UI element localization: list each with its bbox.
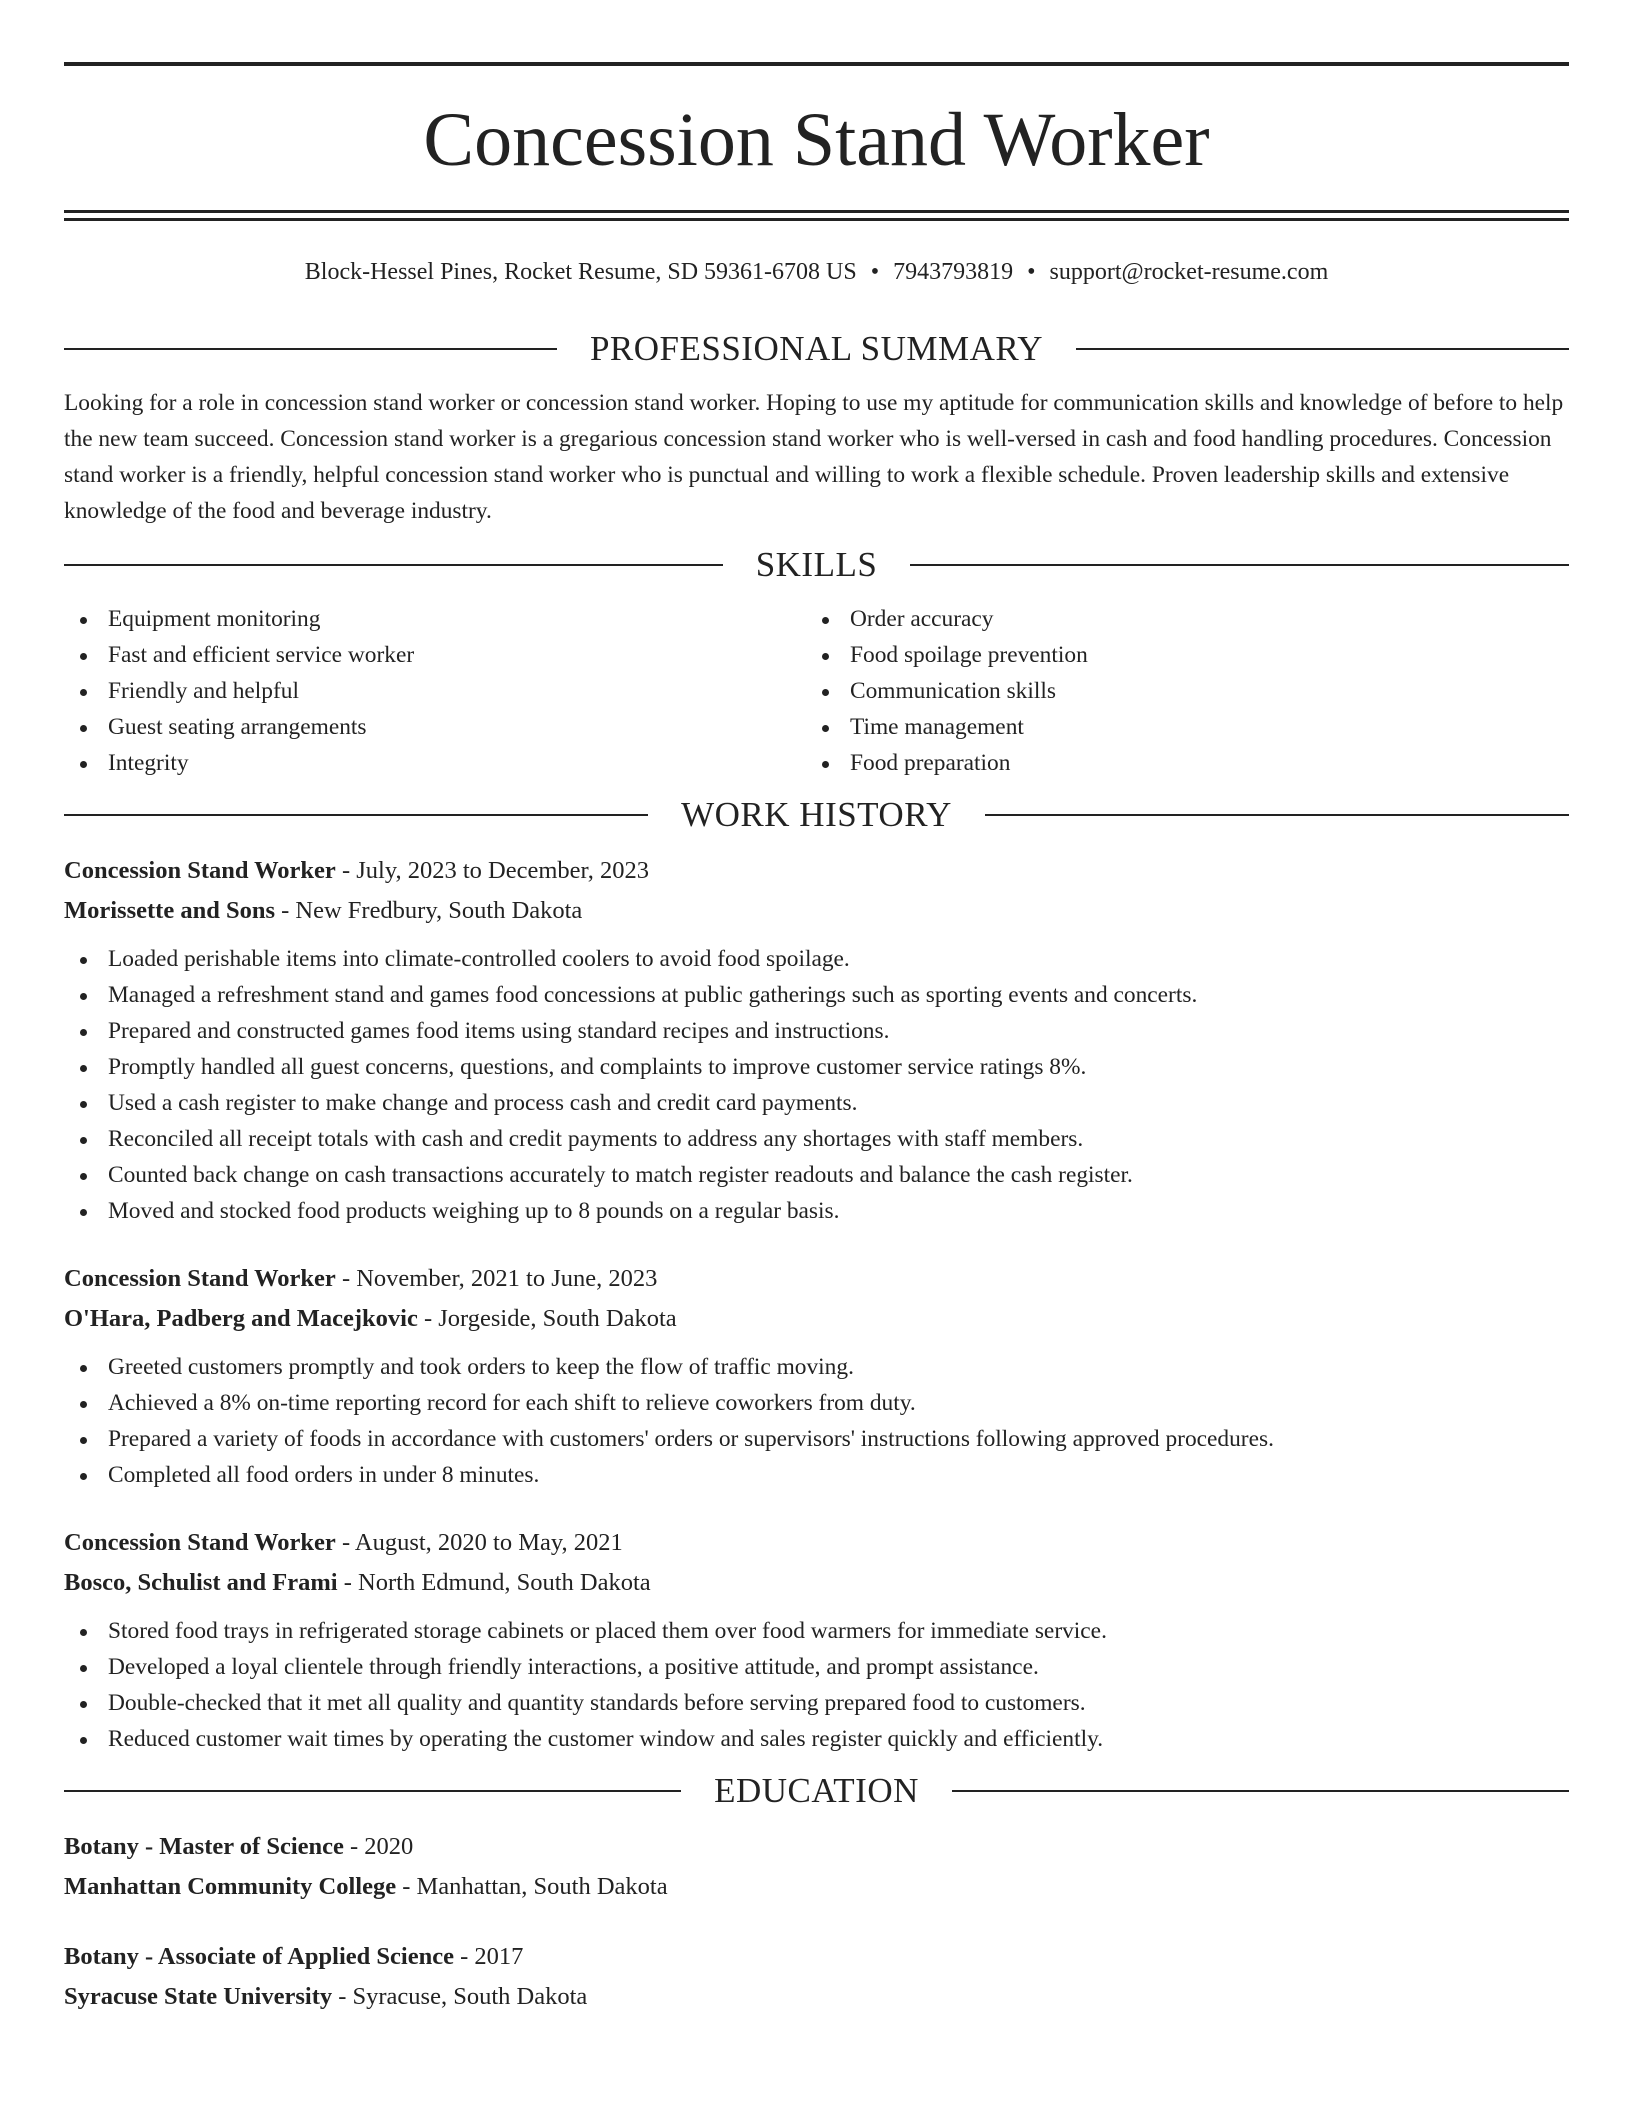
- job-location: - New Fredbury, South Dakota: [274, 897, 583, 924]
- job-bullet: Developed a loyal clientele through friendly interactions, a positive attitude, and prompt assistance.: [64, 1649, 1569, 1685]
- summary-text: Looking for a role in concession stand worker or concession stand worker. Hoping to use my aptitude for communication skills and knowledge of before to help the new team succeed. Concession stand worker is a gregarious concession stand worker who is well-versed in cash and food handling procedures. Concession stand worker is a friendly, helpful concession stand worker who is punctual and willing to work a flexible schedule. Proven leadership skills and extensive knowledge of the food and beverage industry.: [64, 390, 1564, 524]
- skill-item: Fast and efficient service worker: [64, 637, 806, 673]
- job-bullet: Reconciled all receipt totals with cash and credit payments to address any shortages with staff members.: [64, 1121, 1569, 1157]
- contact-line: [64, 257, 1569, 287]
- job-bullet: Reduced customer wait times by operating the customer window and sales register quickly and efficiently.: [64, 1721, 1569, 1757]
- skill-item: Integrity: [64, 745, 806, 781]
- section-rule: [910, 564, 1569, 566]
- education-degree: Botany - Master of Science: [64, 1833, 344, 1860]
- job-title: Concession Stand Worker: [64, 1265, 336, 1292]
- job-bullet: Double-checked that it met all quality and quantity standards before serving prepared food to customers.: [64, 1685, 1569, 1721]
- work-section-header: [64, 793, 1569, 837]
- job-location: - North Edmund, South Dakota: [337, 1569, 651, 1596]
- job-dates: - August, 2020 to May, 2021: [335, 1529, 623, 1556]
- section-rule: [64, 1790, 681, 1792]
- skills-column-right: [806, 601, 1548, 781]
- work-heading: WORK HISTORY: [681, 795, 952, 834]
- education-degree-line: [64, 1827, 1569, 1867]
- job-title: Concession Stand Worker: [64, 857, 336, 884]
- contact-phone: 7943793819: [893, 259, 1014, 285]
- skills-column-left: [64, 601, 806, 781]
- skill-item: Order accuracy: [806, 601, 1548, 637]
- education-school: Manhattan Community College: [64, 1873, 397, 1900]
- education-entry: [64, 1937, 1569, 2017]
- job-dates: - July, 2023 to December, 2023: [335, 857, 649, 884]
- education-school-line: [64, 1867, 1569, 1907]
- education-section-header: [64, 1769, 1569, 1813]
- job-bullet: Greeted customers promptly and took orders to keep the flow of traffic moving.: [64, 1349, 1569, 1385]
- contact-address: Block-Hessel Pines, Rocket Resume, SD 59361-6708 US: [304, 259, 857, 285]
- job-dates: - November, 2021 to June, 2023: [335, 1265, 658, 1292]
- skill-item: Food spoilage prevention: [806, 637, 1548, 673]
- job-bullet: Prepared and constructed games food items using standard recipes and instructions.: [64, 1013, 1569, 1049]
- summary-heading: PROFESSIONAL SUMMARY: [589, 329, 1044, 368]
- job-bullet: Stored food trays in refrigerated storage cabinets or placed them over food warmers for immediate service.: [64, 1613, 1569, 1649]
- section-rule: [985, 814, 1569, 816]
- education-year: - 2020: [343, 1833, 414, 1860]
- education-heading: EDUCATION: [714, 1771, 919, 1810]
- contact-separator: •: [1027, 259, 1036, 285]
- education-entry: [64, 1827, 1569, 1907]
- job-bullets: [64, 1613, 1569, 1757]
- section-rule: [952, 1790, 1569, 1792]
- job-entry: [64, 1523, 1569, 1757]
- job-bullet: Loaded perishable items into climate-controlled coolers to avoid food spoilage.: [64, 941, 1569, 977]
- skill-item: Communication skills: [806, 673, 1548, 709]
- section-rule: [64, 348, 557, 350]
- job-bullet: Promptly handled all guest concerns, questions, and complaints to improve customer service ratings 8%.: [64, 1049, 1569, 1085]
- job-title-line: [64, 1523, 1569, 1563]
- job-location: - Jorgeside, South Dakota: [417, 1305, 677, 1332]
- skills-section-header: [64, 543, 1569, 587]
- skill-item: Time management: [806, 709, 1548, 745]
- job-title-line: [64, 851, 1569, 891]
- skill-item: Friendly and helpful: [64, 673, 806, 709]
- job-title: Concession Stand Worker: [64, 1529, 336, 1556]
- section-rule: [64, 564, 723, 566]
- job-bullets: [64, 941, 1569, 1229]
- skill-item: Food preparation: [806, 745, 1548, 781]
- skills-list: [64, 601, 1569, 781]
- job-bullet: Completed all food orders in under 8 minutes.: [64, 1457, 1569, 1493]
- education-degree: Botany - Associate of Applied Science: [64, 1943, 454, 1970]
- job-entry: [64, 1259, 1569, 1493]
- job-company: Morissette and Sons: [64, 897, 275, 924]
- job-company: O'Hara, Padberg and Macejkovic: [64, 1305, 418, 1332]
- job-company: Bosco, Schulist and Frami: [64, 1569, 338, 1596]
- education-school-line: [64, 1977, 1569, 2017]
- skill-item: Guest seating arrangements: [64, 709, 806, 745]
- top-rule: [64, 62, 1569, 66]
- education-year: - 2017: [453, 1943, 524, 1970]
- education-location: - Manhattan, South Dakota: [396, 1873, 668, 1900]
- section-rule: [64, 814, 648, 816]
- job-bullet: Managed a refreshment stand and games food concessions at public gatherings such as sporting events and concerts.: [64, 977, 1569, 1013]
- job-bullet: Counted back change on cash transactions accurately to match register readouts and balance the cash register.: [64, 1157, 1569, 1193]
- job-entry: [64, 851, 1569, 1229]
- job-company-line: [64, 891, 1569, 931]
- education-degree-line: [64, 1937, 1569, 1977]
- job-bullets: [64, 1349, 1569, 1493]
- education-location: - Syracuse, South Dakota: [332, 1983, 588, 2010]
- job-company-line: [64, 1563, 1569, 1603]
- job-company-line: [64, 1299, 1569, 1339]
- contact-email: support@rocket-resume.com: [1049, 259, 1329, 285]
- job-bullet: Prepared a variety of foods in accordance with customers' orders or supervisors' instructions following approved procedures.: [64, 1421, 1569, 1457]
- summary-section-header: [64, 327, 1569, 371]
- job-bullet: Moved and stocked food products weighing up to 8 pounds on a regular basis.: [64, 1193, 1569, 1229]
- skills-heading: SKILLS: [755, 545, 878, 584]
- job-bullet: Achieved a 8% on-time reporting record for each shift to relieve coworkers from duty.: [64, 1385, 1569, 1421]
- section-rule: [1076, 348, 1569, 350]
- skill-item: Equipment monitoring: [64, 601, 806, 637]
- contact-separator: •: [870, 259, 880, 285]
- job-title-line: [64, 1259, 1569, 1299]
- candidate-name: Concession Stand Worker: [423, 98, 1210, 182]
- job-bullet: Used a cash register to make change and process cash and credit card payments.: [64, 1085, 1569, 1121]
- education-school: Syracuse State University: [64, 1983, 333, 2010]
- header-double-rule: [64, 210, 1569, 221]
